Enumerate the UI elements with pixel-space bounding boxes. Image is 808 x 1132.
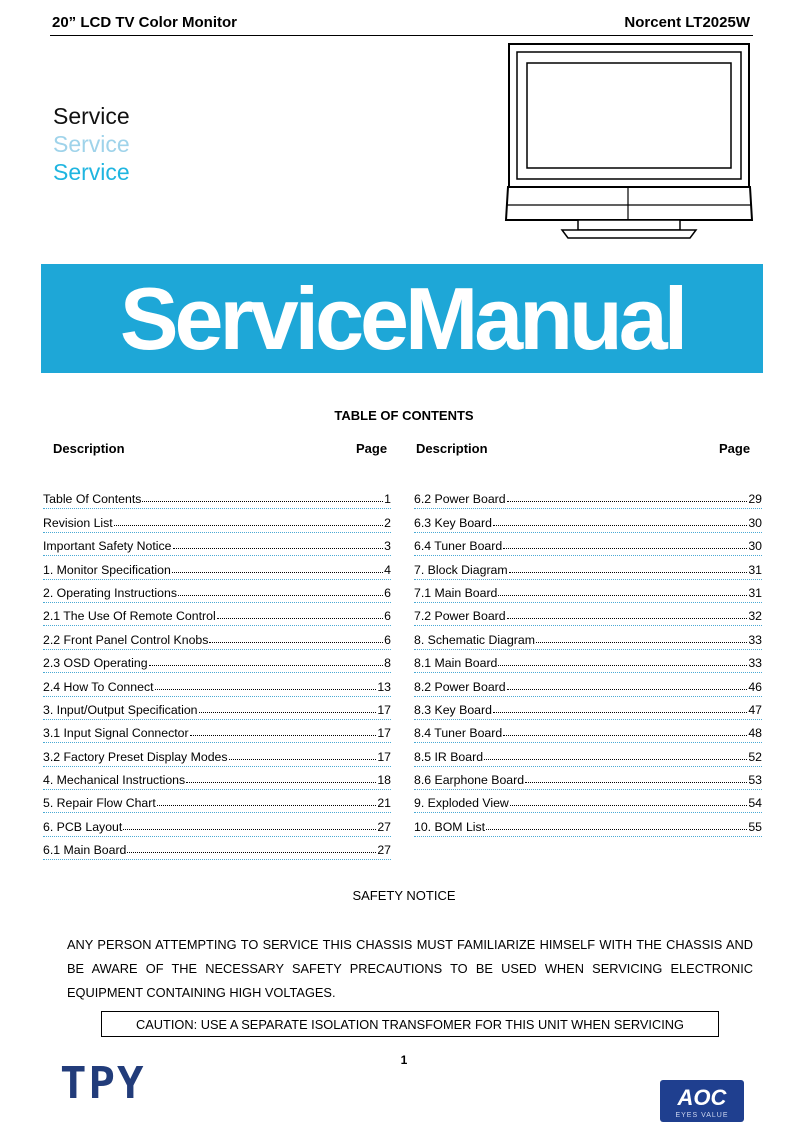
- toc-entry-page: 53: [748, 773, 762, 788]
- toc-entry[interactable]: [43, 533, 391, 556]
- toc-left-page-header: Page: [356, 441, 388, 456]
- toc-entry-page: 21: [377, 796, 391, 811]
- toc-entry-label: 8.1 Main Board: [414, 656, 498, 671]
- toc-entry-label: Revision List: [43, 515, 113, 530]
- toc-entry-label: 4. Mechanical Instructions: [43, 773, 186, 788]
- toc-title: TABLE OF CONTENTS: [334, 408, 474, 423]
- toc-entry-page: 54: [748, 796, 762, 811]
- toc-entry[interactable]: [414, 556, 762, 579]
- toc-entry-page: 3: [384, 539, 391, 554]
- toc-entry-page: 6: [384, 585, 391, 600]
- toc-entry-label: 6.2 Power Board: [414, 492, 506, 507]
- toc-entry-page: 6: [384, 609, 391, 624]
- toc-entry[interactable]: [43, 790, 391, 813]
- toc-entry[interactable]: [414, 650, 762, 673]
- toc-leader-dots: [173, 548, 384, 549]
- caution-box: [101, 1011, 719, 1037]
- toc-entry-page: 30: [748, 515, 762, 530]
- toc-entry-page: 4: [384, 562, 391, 577]
- toc-leader-dots: [510, 805, 748, 806]
- toc-left-column: [43, 486, 391, 860]
- toc-entry[interactable]: [414, 533, 762, 556]
- toc-entry[interactable]: [43, 673, 391, 696]
- toc-right-page-header: Page: [719, 441, 751, 456]
- toc-entry[interactable]: [414, 697, 762, 720]
- toc-entry[interactable]: [43, 603, 391, 626]
- toc-entry-page: 46: [748, 679, 762, 694]
- toc-entry-page: 52: [748, 749, 762, 764]
- toc-leader-dots: [190, 735, 377, 736]
- toc-entry-page: 32: [748, 609, 762, 624]
- toc-entry-label: 2.4 How To Connect: [43, 679, 154, 694]
- toc-entry-page: 17: [377, 749, 391, 764]
- toc-leader-dots: [157, 805, 377, 806]
- toc-entry-page: 33: [748, 632, 762, 647]
- aoc-logo-text: AOC: [677, 1085, 727, 1110]
- toc-entry[interactable]: [414, 743, 762, 766]
- header-rule: [50, 35, 753, 36]
- aoc-logo-tagline: EYES VALUE: [675, 1112, 729, 1119]
- toc-entry[interactable]: [43, 767, 391, 790]
- toc-entry-page: 18: [377, 773, 391, 788]
- document-title: 20” LCD TV Color Monitor: [52, 14, 237, 31]
- toc-leader-dots: [127, 852, 376, 853]
- service-manual-banner: ServiceManual: [41, 264, 763, 373]
- toc-leader-dots: [507, 501, 748, 502]
- toc-entry-label: 2.2 Front Panel Control Knobs: [43, 632, 209, 647]
- service-word-black: Service: [53, 103, 130, 129]
- toc-entry[interactable]: [43, 743, 391, 766]
- toc-leader-dots: [486, 829, 747, 830]
- model-name: Norcent LT2025W: [624, 14, 750, 31]
- toc-leader-dots: [155, 689, 377, 690]
- toc-entry-page: 2: [384, 515, 391, 530]
- toc-entry[interactable]: [43, 650, 391, 673]
- toc-entry-page: 47: [748, 702, 762, 717]
- toc-entry-page: 55: [748, 819, 762, 834]
- toc-entry[interactable]: [43, 720, 391, 743]
- toc-entry-label: 2.1 The Use Of Remote Control: [43, 609, 216, 624]
- safety-notice-text: ANY PERSON ATTEMPTING TO SERVICE THIS CHASSIS MUST FAMILIARIZE HIMSELF WITH THE CHASSIS AND BE AWARE OF THE NECESSARY SAFETY PRECAUTIONS TO BE USED WHEN SERVICING ELECTRONIC EQUIPMENT CONTAINING HIGH VOLTAGES.: [67, 937, 753, 1000]
- toc-entry-page: 33: [748, 656, 762, 671]
- toc-leader-dots: [217, 618, 383, 619]
- toc-leader-dots: [507, 618, 748, 619]
- toc-entry-label: 3. Input/Output Specification: [43, 702, 198, 717]
- toc-entry-page: 17: [377, 702, 391, 717]
- toc-leader-dots: [199, 712, 377, 713]
- toc-right-description-header: Description: [416, 441, 488, 456]
- toc-entry-label: 10. BOM List: [414, 819, 486, 834]
- toc-entry-label: 8.5 IR Board: [414, 749, 484, 764]
- toc-entry-label: Table Of Contents: [43, 492, 142, 507]
- toc-leader-dots: [509, 572, 748, 573]
- toc-entry-page: 27: [377, 819, 391, 834]
- toc-leader-dots: [209, 642, 383, 643]
- toc-leader-dots: [507, 689, 748, 690]
- toc-leader-dots: [178, 595, 383, 596]
- toc-entry[interactable]: [414, 720, 762, 743]
- toc-entry-label: 2.3 OSD Operating: [43, 656, 148, 671]
- toc-entry-page: 8: [384, 656, 391, 671]
- toc-entry[interactable]: [414, 603, 762, 626]
- toc-entry[interactable]: [414, 486, 762, 509]
- aoc-logo: [660, 1080, 744, 1122]
- toc-entry-label: 5. Repair Flow Chart: [43, 796, 156, 811]
- toc-entry-label: 6. PCB Layout: [43, 819, 123, 834]
- toc-entry-page: 31: [748, 562, 762, 577]
- tpy-logo: TPY: [60, 1058, 146, 1109]
- toc-leader-dots: [186, 782, 376, 783]
- toc-entry-page: 29: [748, 492, 762, 507]
- toc-entry-page: 31: [748, 585, 762, 600]
- toc-right-column: [414, 486, 762, 837]
- toc-entry-label: 6.3 Key Board: [414, 515, 492, 530]
- toc-leader-dots: [498, 595, 747, 596]
- toc-entry-label: 8. Schematic Diagram: [414, 632, 535, 647]
- toc-entry-label: 6.4 Tuner Board: [414, 539, 503, 554]
- toc-entry-page: 6: [384, 632, 391, 647]
- toc-entry-label: 8.6 Earphone Board: [414, 773, 525, 788]
- toc-entry[interactable]: [43, 697, 391, 720]
- toc-entry[interactable]: [43, 580, 391, 603]
- toc-entry[interactable]: [43, 813, 391, 836]
- toc-leader-dots: [484, 759, 747, 760]
- toc-entry[interactable]: [43, 486, 391, 509]
- toc-entry-label: 8.2 Power Board: [414, 679, 506, 694]
- toc-leader-dots: [498, 665, 747, 666]
- toc-entry-label: 8.3 Key Board: [414, 702, 492, 717]
- toc-leader-dots: [536, 642, 747, 643]
- toc-entry[interactable]: [414, 790, 762, 813]
- toc-entry-label: 6.1 Main Board: [43, 843, 127, 858]
- caution-text: CAUTION: USE A SEPARATE ISOLATION TRANSFOMER FOR THIS UNIT WHEN SERVICING: [136, 1016, 684, 1032]
- toc-entry[interactable]: [414, 509, 762, 532]
- toc-entry-label: 1. Monitor Specification: [43, 562, 171, 577]
- toc-entry[interactable]: [43, 837, 391, 860]
- toc-leader-dots: [229, 759, 377, 760]
- toc-entry-label: 7. Block Diagram: [414, 562, 508, 577]
- toc-entry-label: 2. Operating Instructions: [43, 585, 177, 600]
- toc-entry-page: 27: [377, 843, 391, 858]
- tv-monitor-illustration: [500, 42, 762, 248]
- toc-leader-dots: [493, 712, 747, 713]
- toc-entry-label: 3.2 Factory Preset Display Modes: [43, 749, 228, 764]
- toc-entry[interactable]: [43, 626, 391, 649]
- toc-entry-label: 8.4 Tuner Board: [414, 726, 503, 741]
- toc-entry[interactable]: [414, 673, 762, 696]
- toc-leader-dots: [525, 782, 747, 783]
- service-word-light-blue: Service: [53, 131, 130, 157]
- toc-entry[interactable]: [43, 509, 391, 532]
- service-word-cyan: Service: [53, 159, 130, 185]
- toc-entry-label: Important Safety Notice: [43, 539, 172, 554]
- toc-entry-page: 48: [748, 726, 762, 741]
- safety-notice-heading: SAFETY NOTICE: [352, 888, 456, 903]
- toc-leader-dots: [503, 548, 747, 549]
- toc-leader-dots: [149, 665, 384, 666]
- toc-leader-dots: [123, 829, 376, 830]
- toc-leader-dots: [172, 572, 383, 573]
- toc-left-description-header: Description: [53, 441, 125, 456]
- toc-leader-dots: [503, 735, 747, 736]
- toc-entry[interactable]: [414, 626, 762, 649]
- toc-entry-label: 9. Exploded View: [414, 796, 509, 811]
- toc-entry-page: 1: [384, 492, 391, 507]
- toc-entry-label: 3.1 Input Signal Connector: [43, 726, 189, 741]
- toc-leader-dots: [493, 525, 747, 526]
- toc-entry[interactable]: [43, 556, 391, 579]
- toc-entry[interactable]: [414, 580, 762, 603]
- toc-entry[interactable]: [414, 767, 762, 790]
- toc-leader-dots: [142, 501, 383, 502]
- page-number: 1: [400, 1053, 408, 1067]
- toc-entry-label: 7.2 Power Board: [414, 609, 506, 624]
- toc-entry-page: 13: [377, 679, 391, 694]
- toc-entry[interactable]: [414, 813, 762, 836]
- toc-entry-page: 30: [748, 539, 762, 554]
- toc-entry-label: 7.1 Main Board: [414, 585, 498, 600]
- toc-entry-page: 17: [377, 726, 391, 741]
- toc-leader-dots: [114, 525, 383, 526]
